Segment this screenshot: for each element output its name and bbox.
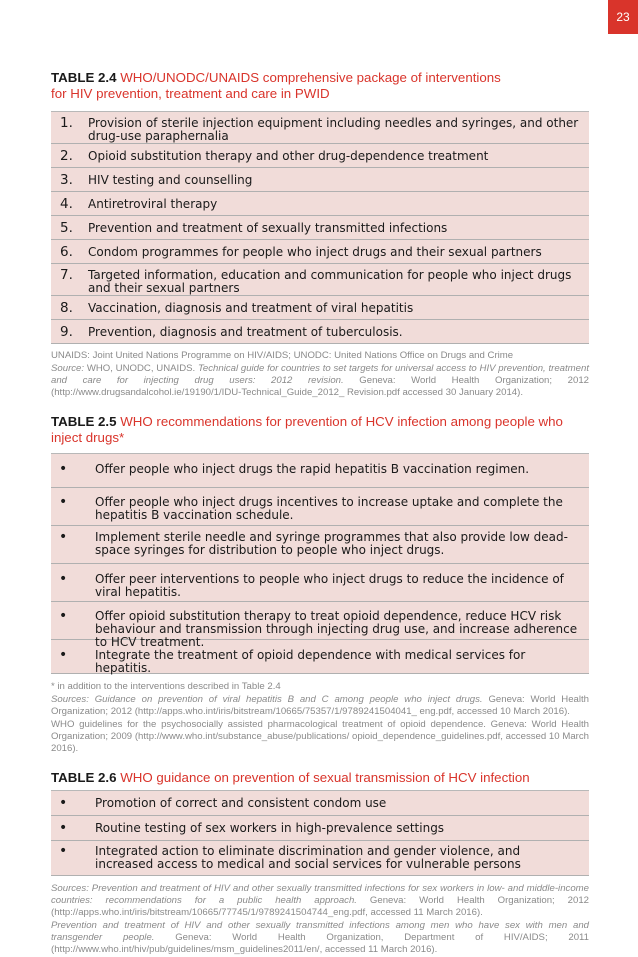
item-text: Implement sterile needle and syringe programmes that also provide low dead-space syringes for distribution to people who inject drugs. — [95, 530, 568, 557]
list-item — [51, 454, 589, 488]
item-text: Offer people who inject drugs incentives to increase uptake and complete the hepatitis B vaccination schedule. — [95, 495, 563, 522]
item-number: 8. — [60, 300, 73, 316]
list-item — [51, 216, 589, 240]
item-text: Integrated action to eliminate discrimination and gender violence, and increased access to medical and social services for vulnerable persons — [95, 844, 521, 871]
source-details: Geneva: World Health Organization; 2009 (http://www.who.int/substance_abuse/publications/ opioid_dependence_guidelines.pdf, accessed 10 March 2016). — [51, 719, 590, 754]
table-2-6-list — [51, 790, 589, 876]
source-org: WHO, UNODC, UNAIDS. — [84, 363, 198, 374]
item-text: Offer people who inject drugs the rapid hepatitis B vaccination regimen. — [95, 462, 530, 476]
table-2-4-abbreviations: UNAIDS: Joint United Nations Programme on HIV/AIDS; UNODC: United Nations Office on Drugs and Crime — [51, 350, 514, 361]
source-details: Geneva: World Health Organization; 2012 (http://www.drugsandalcohol.ie/19190/1/IDU-Technical_Guide_2012_ Revision.pdf accessed 30 January 2014). — [51, 375, 589, 398]
item-number: 4. — [60, 196, 73, 212]
list-item — [51, 168, 589, 192]
list-item — [51, 320, 589, 344]
source-title: Technical guide for countries to set targets for universal access to HIV prevention, treatment and care for injecting drug users: 2012 revision. — [51, 363, 589, 386]
table-2-4-list — [51, 111, 589, 344]
list-item — [51, 841, 589, 876]
list-item — [51, 192, 589, 216]
source-title: Prevention and treatment of HIV and other sexually transmitted infections among men who have sex with men and transgender people. — [51, 920, 589, 943]
source-details: Geneva: World Health Organization, Department of HIV/AIDS; 2011 (http://www.who.int/hiv/pub/guidelines/msm_guidelines2011/en/, accessed 11 March 2016). — [51, 932, 590, 955]
item-text: Integrate the treatment of opioid dependence with medical services for hepatitis. — [95, 648, 526, 675]
table-label: TABLE 2.6 — [51, 770, 117, 785]
table-2-5-source — [51, 694, 589, 718]
list-item — [51, 526, 589, 564]
list-item — [51, 602, 589, 649]
item-number: 1. — [60, 115, 73, 131]
table-title-text: WHO recommendations for prevention of HCV infection among people who inject drugs* — [51, 414, 563, 445]
source-label: Source: — [51, 363, 85, 374]
list-item — [51, 564, 589, 602]
bullet: • — [59, 529, 68, 545]
item-text: Prevention, diagnosis and treatment of tuberculosis. — [88, 325, 403, 339]
item-text: Vaccination, diagnosis and treatment of viral hepatitis — [88, 301, 414, 315]
bullet: • — [59, 820, 68, 836]
item-text: Provision of sterile injection equipment including needles and syringes, and other drug-use paraphernalia — [88, 116, 579, 143]
item-text: Promotion of correct and consistent condom use — [95, 796, 387, 810]
item-number: 5. — [60, 220, 73, 236]
list-item — [51, 296, 589, 320]
bullet: • — [59, 461, 68, 477]
item-text: Offer peer interventions to people who inject drugs to reduce the incidence of viral hepatitis. — [95, 572, 564, 599]
item-text: Antiretroviral therapy — [88, 197, 218, 211]
item-text: HIV testing and counselling — [88, 173, 253, 187]
bullet: • — [59, 608, 68, 624]
item-text: Targeted information, education and communication for people who inject drugs and their sexual partners — [88, 268, 572, 295]
list-item — [51, 791, 589, 816]
table-label: TABLE 2.5 — [51, 414, 117, 429]
table-title-text: WHO guidance on prevention of sexual transmission of HCV infection — [120, 770, 530, 785]
item-text: Routine testing of sex workers in high-prevalence settings — [95, 821, 445, 835]
item-number: 6. — [60, 244, 73, 260]
table-2-6-source — [51, 883, 589, 919]
source-title: Sources: Prevention and treatment of HIV and other sexually transmitted infections for sex workers in low- and middle-income countries: recommendations for a public health approach. — [51, 883, 589, 906]
table-label: TABLE 2.4 — [51, 70, 117, 85]
item-text: Condom programmes for people who inject drugs and their sexual partners — [88, 245, 542, 259]
item-number: 3. — [60, 172, 73, 188]
bullet: • — [59, 843, 68, 859]
bullet: • — [59, 795, 68, 811]
item-text: Offer opioid substitution therapy to treat opioid dependence, reduce HCV risk behaviour and transmission through injecting drug use, and increase adherence to HCV treatment. — [95, 609, 578, 649]
table-2-6-source — [51, 920, 589, 956]
list-item — [51, 488, 589, 526]
item-number: 7. — [60, 267, 73, 283]
bullet: • — [59, 494, 68, 510]
bullet: • — [59, 647, 68, 663]
page-content — [51, 70, 589, 956]
page-number: 23 — [608, 0, 638, 34]
table-2-4-source — [51, 363, 589, 399]
list-item — [51, 144, 589, 168]
item-number: 9. — [60, 324, 73, 340]
table-2-5-list — [51, 453, 589, 674]
table-2-5-footnote: * in addition to the interventions described in Table 2.4 — [51, 681, 281, 692]
source-title: WHO guidelines for the psychosocially assisted pharmacological treatment of opioid dependence. — [51, 719, 486, 730]
table-title-text: WHO/UNODC/UNAIDS comprehensive package of interventions — [120, 70, 501, 85]
table-2-5-title — [51, 414, 589, 446]
table-2-6-title — [51, 770, 589, 786]
table-2-5-source — [51, 719, 589, 755]
source-details: Geneva: World Health Organization; 2012 (http://apps.who.int/iris/bitstream/10665/75357/1/9789241504041_ eng.pdf, accessed 10 March 2016). — [51, 694, 590, 717]
item-text: Opioid substitution therapy and other drug-dependence treatment — [88, 149, 489, 163]
source-details: Geneva: World Health Organization; 2012 (http://apps.who.int/iris/bitstream/10665/77745/1/9789241504744_eng.pdf, accessed 11 March 2016). — [51, 895, 590, 918]
list-item — [51, 112, 589, 144]
table-title-text: for HIV prevention, treatment and care in PWID — [51, 86, 330, 101]
list-item — [51, 264, 589, 296]
source-title: Sources: Guidance on prevention of viral hepatitis B and C among people who inject drugs. — [51, 694, 483, 705]
list-item — [51, 240, 589, 264]
item-number: 2. — [60, 148, 73, 164]
bullet: • — [59, 571, 68, 587]
table-2-4-title — [51, 70, 589, 102]
item-text: Prevention and treatment of sexually transmitted infections — [88, 221, 448, 235]
list-item — [51, 816, 589, 841]
